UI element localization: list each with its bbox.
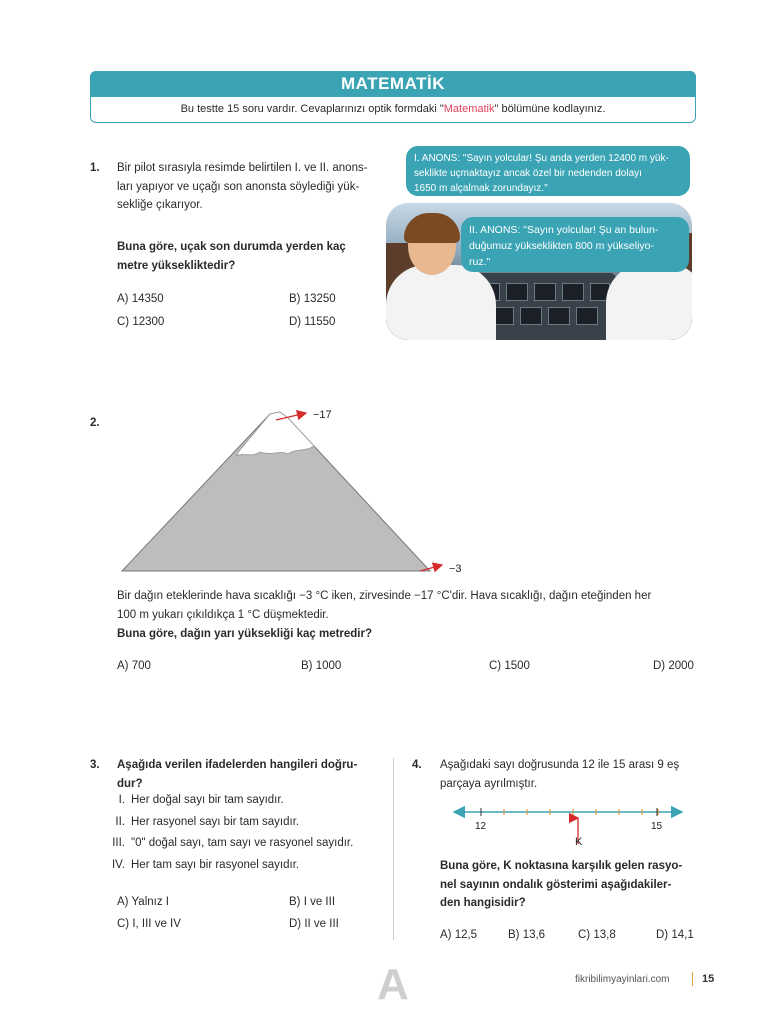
q2-option-c[interactable]: C) 1500 <box>489 660 530 672</box>
pilot-left-body <box>386 265 496 340</box>
statement-i: I. Her doğal sayı bir tam sayıdır. <box>118 794 284 806</box>
q4-option-b[interactable]: B) 13,6 <box>508 929 546 941</box>
q2-option-a[interactable]: A) 700 <box>117 660 151 672</box>
q3-option-c[interactable]: C) I, III ve IV <box>117 918 181 930</box>
q1-option-b[interactable]: B) 13250 <box>289 293 336 305</box>
publisher-website: fikribilimyayinlari.com <box>575 974 670 985</box>
question-1-number: 1. <box>90 162 100 174</box>
q4-option-d[interactable]: D) 14,1 <box>656 929 694 941</box>
question-4-prompt: Buna göre, K noktasına karşılık gelen rasyo- nel sayının ondalık gösterimi aşağıdakiler- den hangisidir? <box>440 860 683 909</box>
mountain-diagram <box>110 400 480 585</box>
question-3-number: 3. <box>90 759 100 771</box>
question-3-prompt: Aşağıda verilen ifadelerden hangileri doğru- dur? <box>117 759 358 790</box>
base-temp-label: −3 <box>449 563 462 575</box>
statement-iii: III. "0" doğal sayı, tam sayı ve rasyonel sayıdır. <box>112 837 354 849</box>
footer-separator <box>692 972 693 986</box>
q2-option-b[interactable]: B) 1000 <box>301 660 342 672</box>
q3-option-b[interactable]: B) I ve III <box>289 896 336 908</box>
question-1-text: Bir pilot sırasıyla resimde belirtilen I. ve II. anons- ları yapıyor ve uçağı son anonsta söylediği yük- sekliğe çıkarıyor. <box>117 162 368 211</box>
q1-option-a[interactable]: A) 14350 <box>117 293 164 305</box>
test-instructions: Bu testte 15 soru vardır. Cevaplarınızı optik formdaki "Matematik" bölümüne kodlayınız. <box>180 103 606 115</box>
q3-option-a[interactable]: A) Yalnız I <box>117 896 169 908</box>
page-number: 15 <box>702 973 715 985</box>
q1-option-c[interactable]: C) 12300 <box>117 316 165 328</box>
question-1-prompt: Buna göre, uçak son durumda yerden kaç metre yüksekliktedir? <box>117 241 346 272</box>
statement-ii: II. Her rasyonel sayı bir tam sayıdır. <box>115 815 300 828</box>
question-2-number: 2. <box>90 417 100 429</box>
statement-iv: IV. Her tam sayı bir rasyonel sayıdır. <box>111 858 300 871</box>
column-divider <box>393 758 394 940</box>
snow-cap <box>236 412 314 456</box>
pilot-right-body <box>606 263 692 340</box>
question-2-text: Bir dağın eteklerinde hava sıcaklığı −3 °C iken, zirvesinde −17 °C'dir. Hava sıcaklığı, dağın eteğinden her 100 m yukarı çıkıldıkça 1 °C düşmektedir. <box>117 590 652 621</box>
q4-option-a[interactable]: A) 12,5 <box>440 929 478 941</box>
question-2-prompt: Buna göre, dağın yarı yüksekliği kaç metredir? <box>117 628 373 640</box>
subject-highlight: Matematik <box>443 103 495 115</box>
axis-label-12: 12 <box>475 821 487 832</box>
question-4-number: 4. <box>412 759 422 771</box>
q2-option-d[interactable]: D) 2000 <box>653 660 694 672</box>
axis-label-15: 15 <box>651 821 663 832</box>
question-4-text: Aşağıdaki sayı doğrusunda 12 ile 15 arası 9 eş parçaya ayrılmıştır. <box>440 759 680 790</box>
q1-option-d[interactable]: D) 11550 <box>289 316 336 328</box>
pilot-left-hair <box>404 213 460 243</box>
question-3-statements <box>103 790 393 876</box>
summit-temp-label: −17 <box>313 409 332 421</box>
announcement-2-bubble: II. ANONS: "Sayın yolcular! Şu an bulun- duğumuz yükseklikten 800 m yükseliyo- ruz." <box>461 217 689 272</box>
subject-title: MATEMATİK <box>90 71 696 97</box>
q4-option-c[interactable]: C) 13,8 <box>578 929 616 941</box>
announcement-1-bubble: I. ANONS: "Sayın yolcular! Şu anda yerden 12400 m yük- seklikte uçmaktayız ancak özel bir nedenden dolayı 1650 m alçalmak zorundayız." <box>406 146 690 196</box>
point-k-label: K <box>575 836 583 848</box>
booklet-letter: A <box>377 960 409 1009</box>
number-line <box>450 800 690 852</box>
q3-option-d[interactable]: D) II ve III <box>289 918 339 930</box>
